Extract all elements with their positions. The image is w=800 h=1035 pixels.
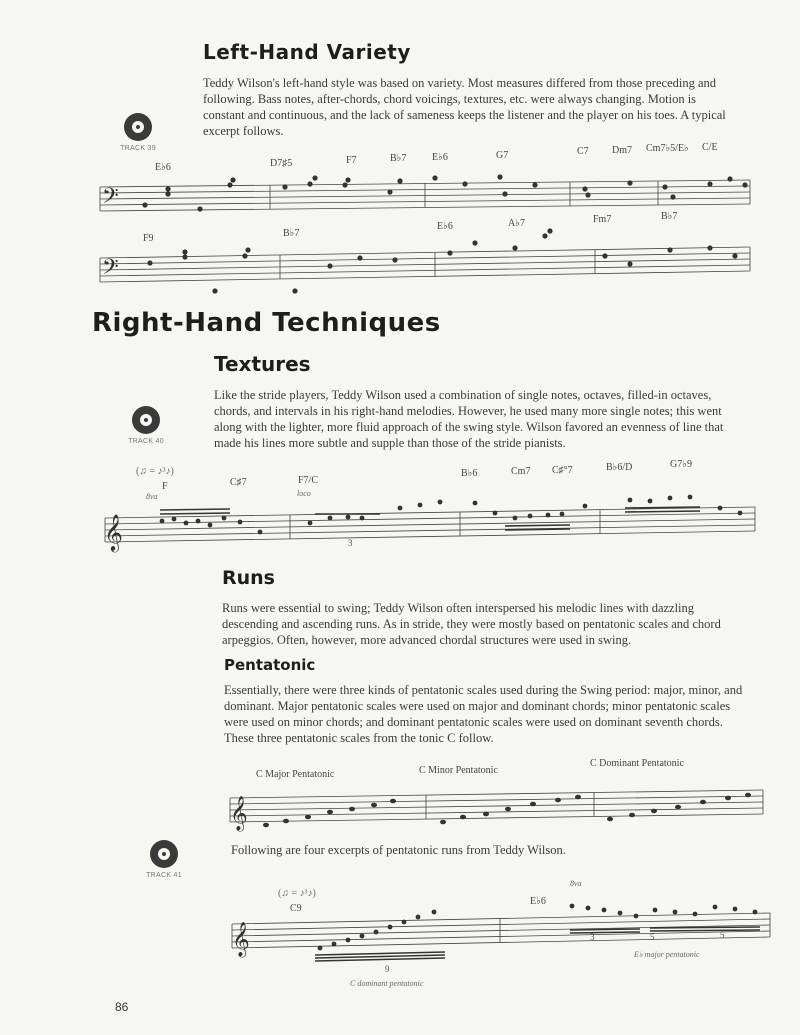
track-label: TRACK 40 bbox=[128, 438, 164, 445]
chord-symbol: D7♯5 bbox=[270, 158, 293, 169]
tuplet-5: 5 bbox=[650, 932, 655, 942]
ottava-mark: 8va bbox=[570, 879, 582, 888]
chord-symbol: C7 bbox=[577, 146, 589, 157]
audio-disc-icon bbox=[124, 113, 152, 141]
track-label: TRACK 39 bbox=[120, 145, 156, 152]
chord-symbol: B♭6 bbox=[461, 468, 478, 479]
ottava-mark: 8va bbox=[146, 492, 158, 501]
chord-symbol: G7 bbox=[496, 150, 509, 161]
svg-text:𝄞: 𝄞 bbox=[230, 796, 248, 831]
chord-symbol: E♭6 bbox=[155, 162, 171, 173]
page-number: 86 bbox=[115, 1000, 129, 1014]
subsection-title-pentatonic: Pentatonic bbox=[224, 656, 316, 674]
swing-feel-indication: (♫ = ♪³♪) bbox=[278, 888, 316, 899]
tuplet-9: 9 bbox=[385, 964, 390, 974]
bass-staff-row1 bbox=[90, 165, 755, 225]
chord-symbol: F7/C bbox=[298, 475, 319, 486]
chord-symbol: C9 bbox=[290, 903, 302, 914]
chord-symbol: G7♭9 bbox=[670, 459, 692, 470]
textures-body: Like the stride players, Teddy Wilson used a combination of single notes, octaves, filled-in octaves, chords, and intervals in his right-hand melodies. However, he used many more single notes; this went along with the lighter, more fluid approach of the swing style. Wilson favored an evenness of line that made his lines more subtle and supple than those of the stride pianists. bbox=[214, 388, 724, 450]
svg-text:𝄢: 𝄢 bbox=[102, 255, 119, 285]
chord-symbol: B♭7 bbox=[390, 153, 407, 164]
chord-symbol: Fm7 bbox=[593, 214, 612, 225]
chord-symbol: B♭6/D bbox=[606, 462, 633, 473]
svg-text:𝄢: 𝄢 bbox=[102, 184, 119, 214]
tuplet-5: 5 bbox=[720, 930, 725, 940]
chord-symbol: E♭6 bbox=[530, 896, 546, 907]
section-title-right-hand-techniques: Right-Hand Techniques bbox=[92, 308, 441, 338]
scale-label: C Minor Pentatonic bbox=[419, 765, 498, 776]
track-39-marker[interactable] bbox=[108, 113, 168, 152]
section-title-left-hand-variety: Left-Hand Variety bbox=[203, 40, 411, 64]
track-40-marker[interactable] bbox=[116, 406, 176, 445]
left-hand-body: Teddy Wilson's left-hand style was based on variety. Most measures differed from those preceding and following. Bass notes, after-chords, chord voicings, textures, etc. were always changing. Motion is constant and continuous, and the lack of sameness keeps the listener and the player on his toes. A typical excerpt follows. bbox=[203, 76, 726, 138]
following-excerpts-text: Following are four excerpts of pentatonic runs from Teddy Wilson. bbox=[231, 843, 566, 857]
chord-symbol: Cm7♭5/E♭ bbox=[646, 143, 689, 154]
subsection-title-textures: Textures bbox=[214, 352, 311, 376]
loco-mark: loco bbox=[297, 489, 311, 498]
chord-symbol: F9 bbox=[143, 233, 154, 244]
svg-text:𝄞: 𝄞 bbox=[232, 922, 250, 957]
chord-symbol: E♭6 bbox=[432, 152, 448, 163]
treble-staff-textures bbox=[100, 488, 760, 551]
chord-symbol: C/E bbox=[702, 142, 718, 153]
chord-symbol: C♯7 bbox=[230, 477, 247, 488]
chord-symbol: F bbox=[162, 481, 168, 492]
track-label: TRACK 41 bbox=[146, 872, 182, 879]
tuplet-3: 3 bbox=[348, 538, 353, 548]
chord-symbol: A♭7 bbox=[508, 218, 525, 229]
swing-feel-indication: (♫ = ♪³♪) bbox=[136, 466, 174, 477]
audio-disc-icon bbox=[132, 406, 160, 434]
chord-symbol: B♭7 bbox=[283, 228, 300, 239]
chord-symbol: F7 bbox=[346, 155, 357, 166]
runs-body: Runs were essential to swing; Teddy Wilson often interspersed his melodic lines with dazzling descending and ascending runs. As in stride, they were mostly based on pentatonic scales and chord arpeggios. Often, however, more advanced chordal structures were used in swing. bbox=[222, 601, 721, 647]
treble-staff-pentatonic-runs bbox=[230, 900, 775, 980]
treble-staff-pentatonic-scales bbox=[228, 776, 768, 831]
subsection-title-runs: Runs bbox=[222, 567, 275, 589]
bass-staff-row2 bbox=[90, 236, 755, 296]
scale-annotation: E♭ major pentatonic bbox=[634, 950, 700, 959]
tuplet-3: 3 bbox=[590, 932, 595, 942]
track-41-marker[interactable] bbox=[134, 840, 194, 879]
svg-text:𝄞: 𝄞 bbox=[104, 513, 123, 551]
scale-label: C Dominant Pentatonic bbox=[590, 758, 684, 769]
scale-label: C Major Pentatonic bbox=[256, 769, 335, 780]
audio-disc-icon bbox=[150, 840, 178, 868]
pentatonic-body: Essentially, there were three kinds of pentatonic scales used during the Swing period: major, minor, and dominant. Major pentatonic scales were used on major and dominant chords; minor pentatonic scales were used on minor chords; and dominant pentatonic scales were used on dominant seventh chords. These three pentatonic scales from the tonic C follow. bbox=[224, 683, 743, 745]
chord-symbol: E♭6 bbox=[437, 221, 453, 232]
scale-annotation: C dominant pentatonic bbox=[350, 979, 424, 988]
chord-symbol: B♭7 bbox=[661, 211, 678, 222]
chord-symbol: Dm7 bbox=[612, 145, 632, 156]
chord-symbol: Cm7 bbox=[511, 466, 531, 477]
chord-symbol: C♯°7 bbox=[552, 465, 573, 476]
